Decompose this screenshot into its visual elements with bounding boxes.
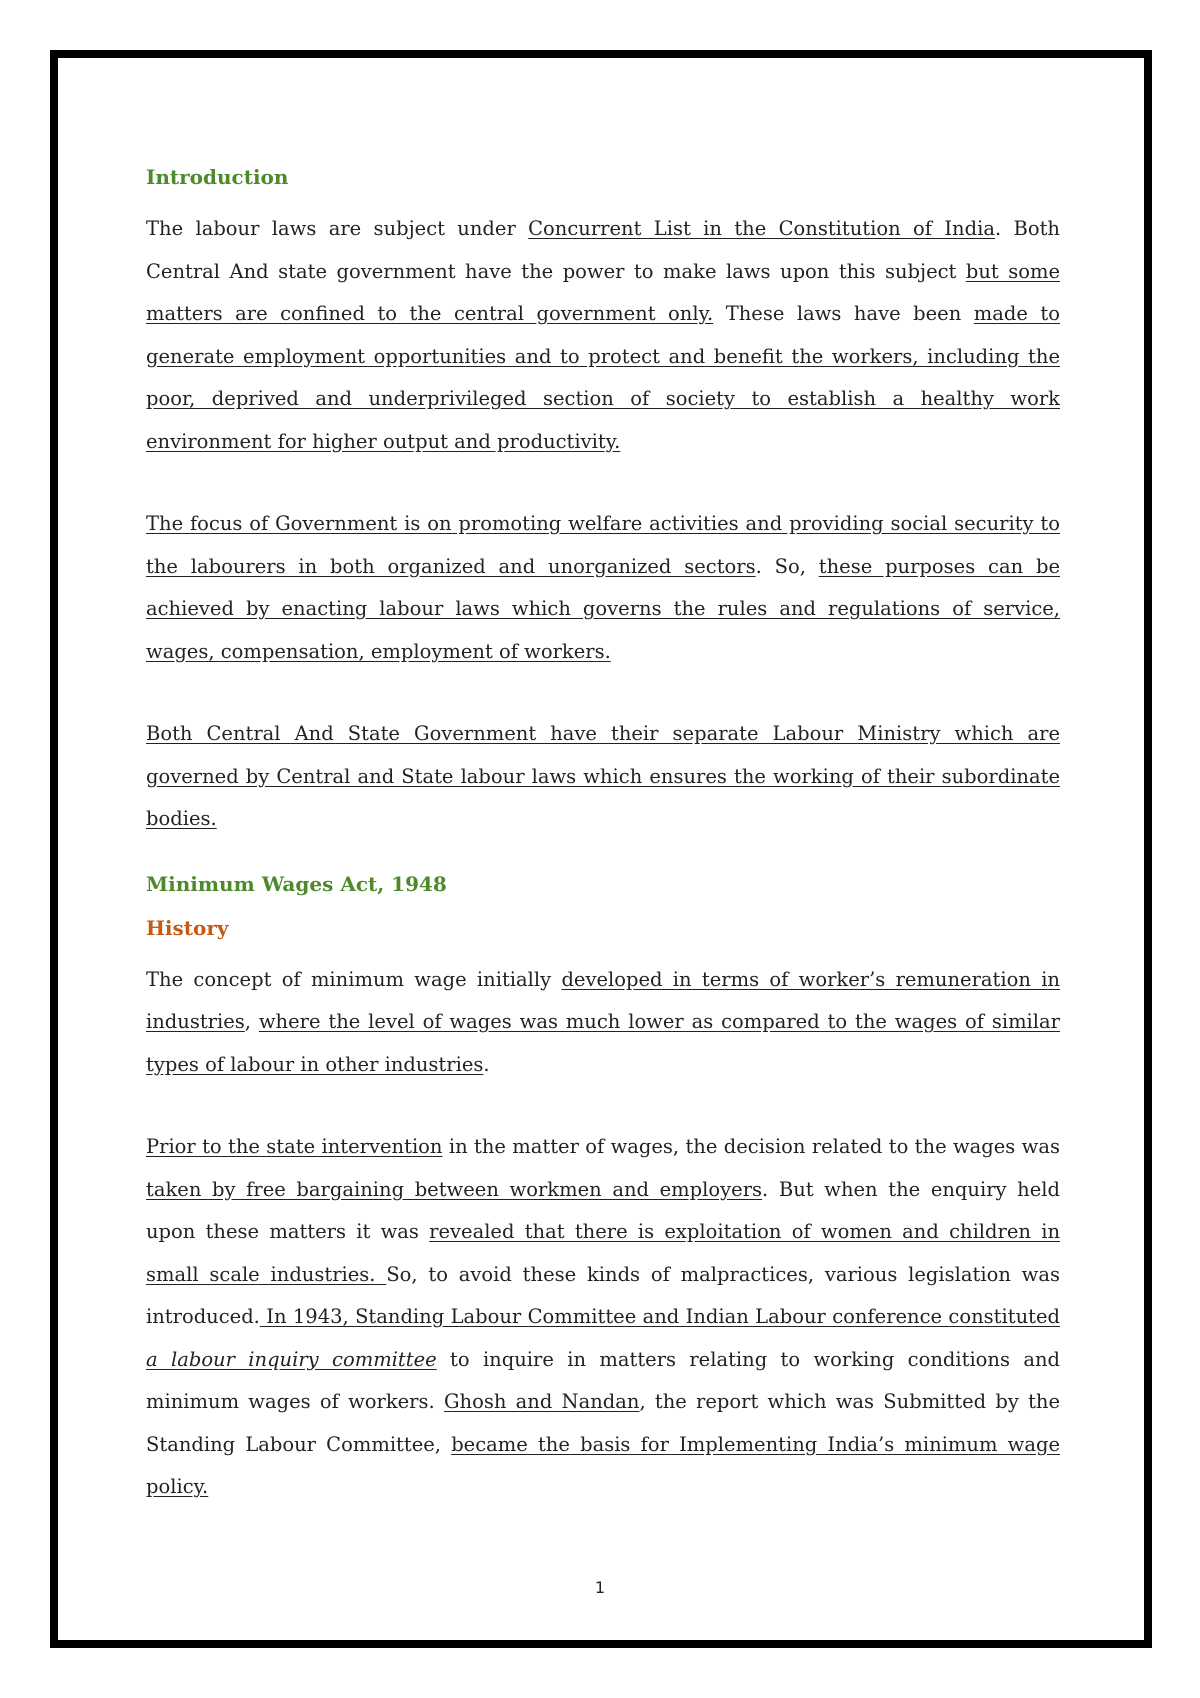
intro-paragraph-1 xyxy=(146,208,1060,463)
text-run: made to generate employment opportunities and to protect and benefit the workers, including the poor, deprived and underprivileged section of society to establish a healthy work environment for higher output and productivity. xyxy=(146,302,1060,453)
text-run: where the level of wages was much lower as compared to the wages of similar types of labour in other industries xyxy=(146,1010,1060,1076)
text-run: revealed that there is exploitation of women and children in small scale industries. xyxy=(146,1220,1060,1286)
text-run: Ghosh and Nandan xyxy=(443,1390,640,1413)
text-run: Both Central And State Government have their separate Labour Ministry which are governed by Central and State labour laws which ensures the working of their subordinate bodies. xyxy=(146,722,1060,830)
page-number: 1 xyxy=(594,1578,606,1597)
text-run: taken by free bargaining between workmen and employers xyxy=(146,1177,763,1201)
text-run: So, to avoid these kinds of malpractices, various legislation was introduced. xyxy=(146,1262,1061,1328)
text-run: The labour laws are subject under xyxy=(146,217,529,240)
text-run: In 1943, Standing Labour Committee and Indian Labour conference constituted xyxy=(259,1305,1060,1328)
act-heading: Minimum Wages Act, 1948 xyxy=(146,871,447,896)
text-run: . But when the enquiry held upon these matters it was xyxy=(146,1177,1061,1243)
text-run: . So, xyxy=(755,554,819,578)
intro-paragraph-2 xyxy=(146,503,1060,673)
text-run: The concept of minimum wage initially xyxy=(146,967,562,991)
text-run: Prior to the state intervention xyxy=(146,1135,443,1158)
text-run: . Both Central And state government have the power to make laws upon this subject xyxy=(146,217,1060,283)
text-run: in the matter of wages, the decision related to the wages was xyxy=(442,1135,1060,1158)
history-heading: History xyxy=(146,915,229,940)
text-run: , the report which was Submitted by the Standing Labour Committee, xyxy=(146,1390,1061,1456)
text-run: . xyxy=(483,1052,490,1076)
text-run: to inquire in matters relating to working conditions and minimum wages of workers. xyxy=(146,1347,1060,1413)
introduction-heading: Introduction xyxy=(146,165,289,189)
text-run: a labour inquiry committee xyxy=(146,1347,437,1371)
history-paragraph-1 xyxy=(146,959,1060,1087)
text-run: The focus of Government is on promoting welfare activities and providing social security to the labourers in both organized and unorganized sectors xyxy=(146,512,1060,578)
text-run: these purposes can be achieved by enacting labour laws which governs the rules and regulations of service, wages, compensation, employment of workers. xyxy=(146,554,1060,663)
text-run: became the basis for Implementing India’s minimum wage policy. xyxy=(146,1432,1060,1498)
text-run: developed in terms of worker’s remuneration in industries xyxy=(146,967,1060,1033)
text-run: These laws have been xyxy=(713,302,974,325)
history-paragraph-2 xyxy=(146,1126,1060,1509)
text-run: Concurrent List in the Constitution of India xyxy=(528,217,995,240)
intro-paragraph-3 xyxy=(146,713,1060,841)
text-run: , xyxy=(244,1010,259,1033)
text-run: but some matters are confined to the central government only. xyxy=(146,259,1061,325)
document-body xyxy=(146,150,1060,1549)
